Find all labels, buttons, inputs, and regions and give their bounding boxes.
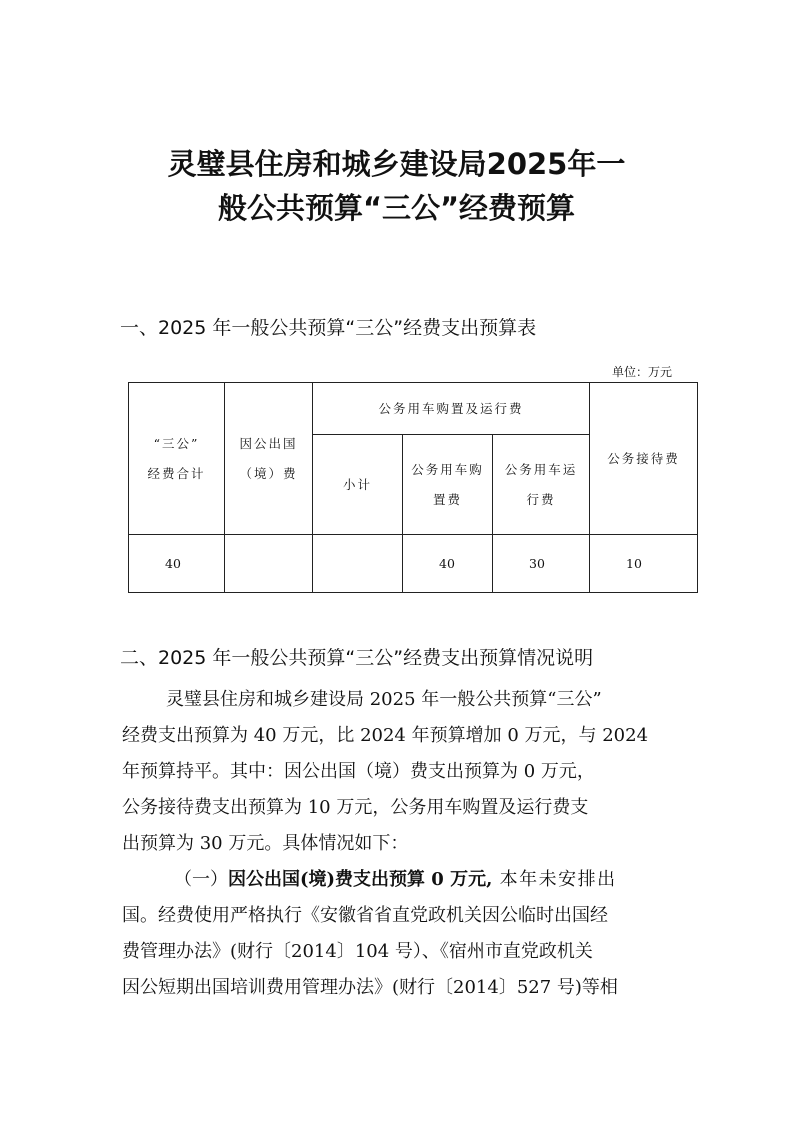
- section-1-heading: 一、2025 年一般公共预算“三公”经费支出预算表: [120, 317, 537, 339]
- paragraph-line: 因公短期出国培训费用管理办法》(财行〔2014〕527 号)等相: [122, 977, 618, 998]
- budget-table: [128, 382, 698, 593]
- section-2-heading: 二、2025 年一般公共预算“三公”经费支出预算情况说明: [120, 647, 594, 669]
- lead-continuation: 本年未安排出: [492, 869, 617, 890]
- cell-total: 40: [129, 535, 225, 593]
- header-total-line-2: 经费合计: [147, 465, 206, 481]
- document-title-line-2: 般公共预算“三公”经费预算: [217, 191, 576, 225]
- cell-subtotal: [313, 535, 403, 593]
- header-purchase: [403, 435, 493, 535]
- paragraph-summary: [122, 682, 682, 862]
- paragraph-line: 出预算为 30 万元。具体情况如下：: [122, 833, 409, 854]
- header-total: [129, 383, 225, 535]
- paragraph-line: 灵璧县住房和城乡建设局 2025 年一般公共预算“三公”: [166, 689, 602, 710]
- cell-purchase: 40: [403, 535, 493, 593]
- table-row: [129, 535, 698, 593]
- paragraph-line: 国。经费使用严格执行《安徽省省直党政机关因公临时出国经: [122, 905, 608, 926]
- paragraph-line: [122, 862, 682, 898]
- header-abroad-line-1: 因公出国: [239, 435, 298, 451]
- unit-label: 单位：万元: [612, 365, 673, 379]
- header-abroad: [225, 383, 313, 535]
- header-reception: 公务接待费: [590, 383, 698, 535]
- cell-abroad: [225, 535, 313, 593]
- bold-lead: 因公出国(境)费支出预算 0 万元,: [228, 869, 493, 890]
- paragraph-line: 费管理办法》(财行〔2014〕104 号）、《宿州市直党政机关: [122, 941, 593, 962]
- header-operation-line-2: 行费: [526, 491, 556, 507]
- header-operation-line-1: 公务用车运: [504, 461, 578, 477]
- paragraph-abroad: [122, 862, 682, 1006]
- cell-operation: 30: [493, 535, 590, 593]
- cell-reception: 10: [590, 535, 698, 593]
- header-abroad-line-2: （境）费: [239, 465, 298, 481]
- header-total-line-1: “三公”: [153, 435, 200, 451]
- header-purchase-line-1: 公务用车购: [411, 461, 484, 477]
- header-purchase-line-2: 置费: [432, 491, 462, 507]
- paragraph-line: 公务接待费支出预算为 10 万元，公务用车购置及运行费支: [122, 797, 589, 818]
- item-number: （一）: [174, 869, 228, 890]
- header-operation: [493, 435, 590, 535]
- header-subtotal: 小计: [313, 435, 403, 535]
- document-title-line-1: 灵璧县住房和城乡建设局2025年一: [167, 147, 626, 181]
- paragraph-line: 年预算持平。其中：因公出国（境）费支出预算为 0 万元，: [122, 761, 595, 782]
- paragraph-line: 经费支出预算为 40 万元，比 2024 年预算增加 0 万元，与 2024: [122, 725, 649, 746]
- header-vehicle-group: 公务用车购置及运行费: [313, 383, 590, 435]
